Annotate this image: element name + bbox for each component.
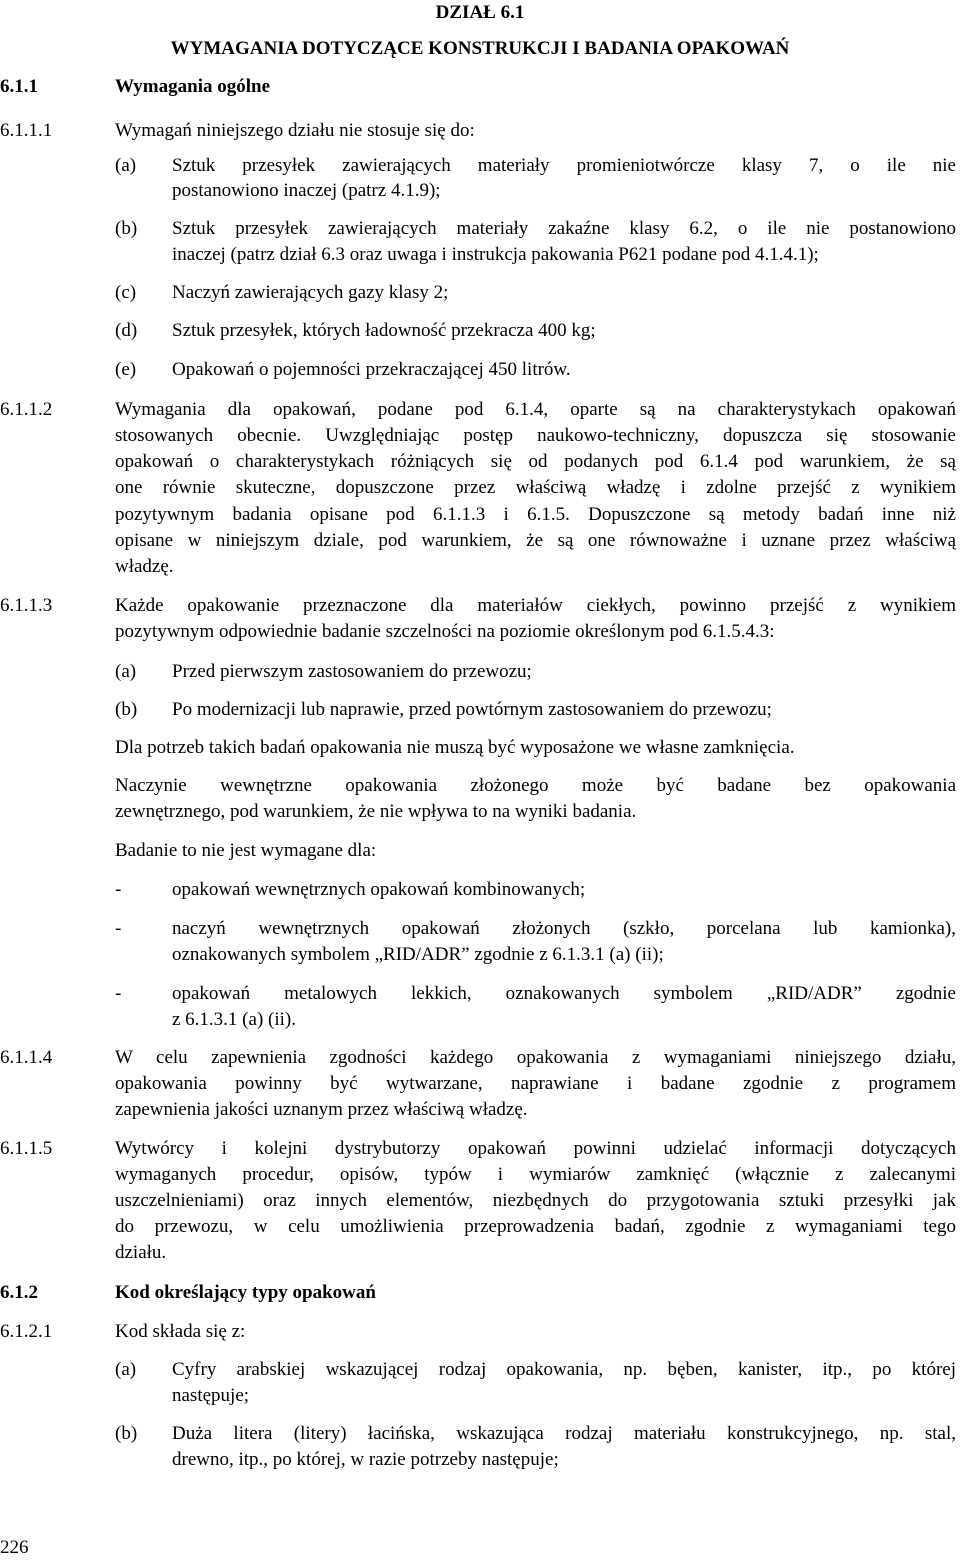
dash-item-line: opakowań metalowych lekkich, oznakowanych symbolem „RID/ADR” zgodnie xyxy=(172,983,956,1004)
chapter-title: DZIAŁ 6.1 xyxy=(435,2,525,23)
paragraph-line: one równie skuteczne, dopuszczone przez właściwą władzę i zdolne przejść z wynikiem xyxy=(115,477,956,498)
section-number: 6.1.1.5 xyxy=(0,1138,53,1159)
list-label: (e) xyxy=(115,359,137,380)
list-item-line: Duża litera (litery) łacińska, wskazująca rodzaj materiału konstrukcyjnego, np. stal, xyxy=(172,1423,956,1444)
section-number: 6.1.1 xyxy=(0,76,38,97)
section-number: 6.1.1.4 xyxy=(0,1047,53,1068)
list-item-line: Cyfry arabskiej wskazującej rodzaj opakowania, np. bęben, kanister, itp., po której xyxy=(172,1359,956,1380)
paragraph-line: do przewozu, w celu umożliwienia przeprowadzenia badań, zgodnie z wymaganiami tego xyxy=(115,1216,956,1237)
paragraph-line: Dla potrzeb takich badań opakowania nie muszą być wyposażone we własne zamknięcia. xyxy=(115,737,795,758)
paragraph-line: Badanie to nie jest wymagane dla: xyxy=(115,840,377,861)
paragraph-line: zapewnienia jakości uznanym przez właściwą władzę. xyxy=(115,1099,528,1120)
dash-bullet: - xyxy=(115,918,122,939)
paragraph-line: opakowań o charakterystykach różniących się od podanych pod 6.1.4 pod warunkiem, że są xyxy=(115,451,956,472)
list-label: (b) xyxy=(115,699,138,720)
section-number: 6.1.1.2 xyxy=(0,399,53,420)
dash-item-line: naczyń wewnętrznych opakowań złożonych (szkło, porcelana lub kamionka), xyxy=(172,918,956,939)
paragraph-line: zewnętrznego, pod warunkiem, że nie wpływa to na wyniki badania. xyxy=(115,801,637,822)
list-item-line: Naczyń zawierających gazy klasy 2; xyxy=(172,282,449,303)
dash-item-line: z 6.1.3.1 (a) (ii). xyxy=(172,1009,296,1030)
paragraph-line: opakowania powinny być wytwarzane, naprawiane i badane zgodnie z programem xyxy=(115,1073,956,1094)
paragraph-line: Naczynie wewnętrzne opakowania złożonego może być badane bez opakowania xyxy=(115,775,956,796)
list-item-line: Sztuk przesyłek zawierających materiały zakaźne klasy 6.2, o ile nie postanowiono xyxy=(172,218,956,239)
list-item-line: Sztuk przesyłek, których ładowność przekracza 400 kg; xyxy=(172,320,596,341)
list-item-line: następuje; xyxy=(172,1385,250,1406)
list-item-line: Przed pierwszym zastosowaniem do przewozu; xyxy=(172,661,532,682)
section-number: 6.1.1.3 xyxy=(0,595,53,616)
list-item-line: Sztuk przesyłek zawierających materiały promieniotwórcze klasy 7, o ile nie xyxy=(172,155,956,176)
paragraph-line: Wytwórcy i kolejni dystrybutorzy opakowań powinni udzielać informacji dotyczących xyxy=(115,1138,956,1159)
section-heading: Kod określający typy opakowań xyxy=(115,1282,376,1303)
list-label: (b) xyxy=(115,218,138,239)
list-label: (d) xyxy=(115,320,138,341)
paragraph-line: Wymagań niniejszego działu nie stosuje się do: xyxy=(115,120,475,141)
list-label: (c) xyxy=(115,282,137,303)
section-number: 6.1.2.1 xyxy=(0,1321,53,1342)
paragraph-line: Wymagania dla opakowań, podane pod 6.1.4, oparte są na charakterystykach opakowań xyxy=(115,399,956,420)
paragraph-line: wymaganych procedur, opisów, typów i wymiarów zamknięć (włącznie z zalecanymi xyxy=(115,1164,956,1185)
paragraph-line: władzę. xyxy=(115,556,174,577)
paragraph-line: pozytywnym odpowiednie badanie szczelności na poziomie określonym pod 6.1.5.4.3: xyxy=(115,621,775,642)
list-label: (b) xyxy=(115,1423,138,1444)
list-item-line: inaczej (patrz dział 6.3 oraz uwaga i instrukcja pakowania P621 podane pod 4.1.4.1); xyxy=(172,244,819,265)
paragraph-line: opisane w niniejszym dziale, pod warunkiem, że są one równoważne i uznane przez właściwą xyxy=(115,530,956,551)
list-label: (a) xyxy=(115,1359,137,1380)
list-item-line: Opakowań o pojemności przekraczającej 450 litrów. xyxy=(172,359,571,380)
list-item-line: drewno, itp., po której, w razie potrzeby następuje; xyxy=(172,1449,559,1470)
list-item-line: postanowiono inaczej (patrz 4.1.9); xyxy=(172,180,441,201)
dash-bullet: - xyxy=(115,983,122,1004)
section-heading: Wymagania ogólne xyxy=(115,76,270,97)
dash-bullet: - xyxy=(115,879,122,900)
section-number: 6.1.1.1 xyxy=(0,120,53,141)
chapter-subtitle: WYMAGANIA DOTYCZĄCE KONSTRUKCJI I BADANIA OPAKOWAŃ xyxy=(170,38,790,59)
paragraph-line: uszczelnieniami) oraz innych elementów, niezbędnych do przygotowania sztuki przesyłki jak xyxy=(115,1190,956,1211)
page-number: 226 xyxy=(0,1537,29,1558)
list-label: (a) xyxy=(115,155,137,176)
dash-item-line: opakowań wewnętrznych opakowań kombinowanych; xyxy=(172,879,586,900)
paragraph-line: W celu zapewnienia zgodności każdego opakowania z wymaganiami niniejszego działu, xyxy=(115,1047,956,1068)
dash-item-line: oznakowanych symbolem „RID/ADR” zgodnie z 6.1.3.1 (a) (ii); xyxy=(172,944,664,965)
paragraph-line: Kod składa się z: xyxy=(115,1321,246,1342)
list-item-line: Po modernizacji lub naprawie, przed powtórnym zastosowaniem do przewozu; xyxy=(172,699,772,720)
paragraph-line: pozytywnym badania opisane pod 6.1.1.3 i 6.1.5. Dopuszczone są metody badań inne niż xyxy=(115,504,956,525)
list-label: (a) xyxy=(115,661,137,682)
paragraph-line: Każde opakowanie przeznaczone dla materiałów ciekłych, powinno przejść z wynikiem xyxy=(115,595,956,616)
paragraph-line: działu. xyxy=(115,1242,167,1263)
paragraph-line: stosowanych obecnie. Uwzględniając postęp naukowo-techniczny, dopuszcza się stosowanie xyxy=(115,425,956,446)
section-number: 6.1.2 xyxy=(0,1282,38,1303)
